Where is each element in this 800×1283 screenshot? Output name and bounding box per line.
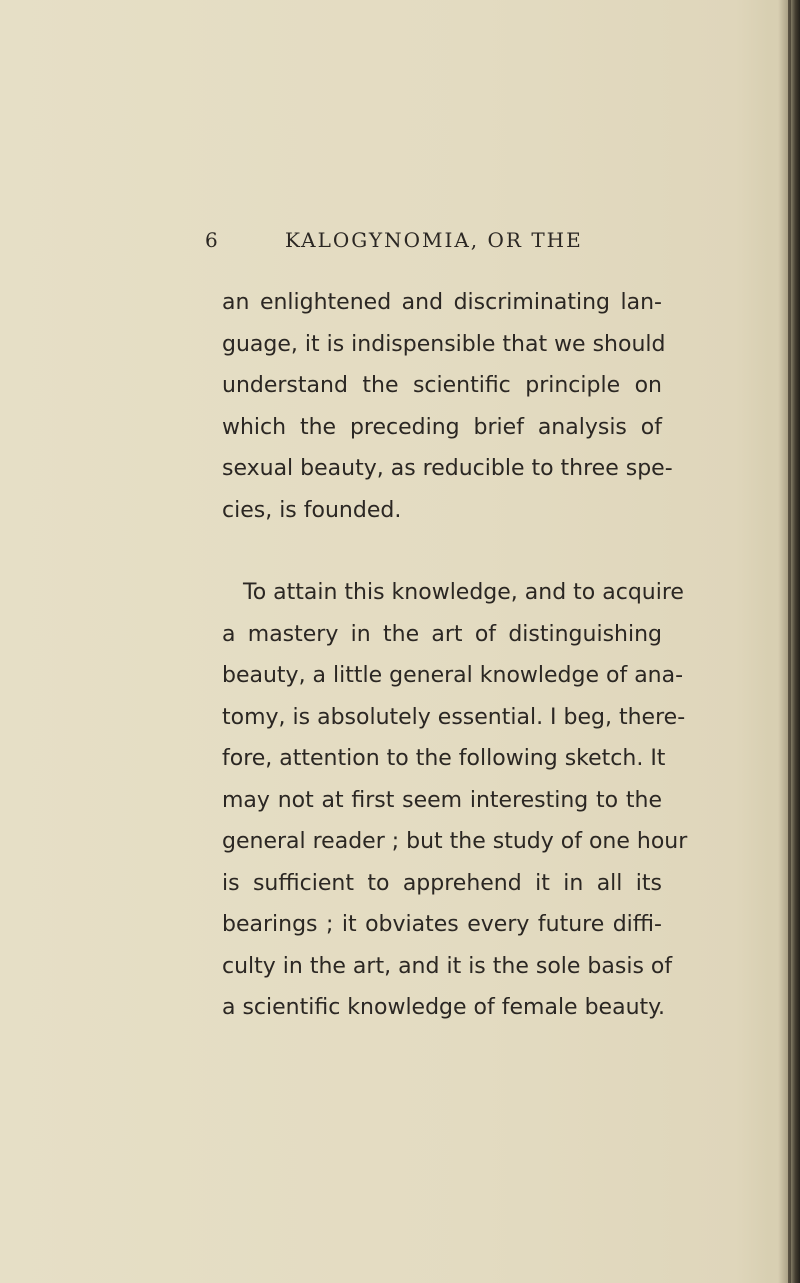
text-line: fore, attention to the following sketch. It	[222, 746, 666, 771]
paragraph-gap	[222, 531, 662, 572]
text-line: To attain this knowledge, and to acquire	[243, 580, 684, 605]
text-line: is sufficient to apprehend it in all its	[222, 870, 662, 896]
text-line: cies, is founded.	[222, 497, 402, 523]
text-line: culty in the art, and it is the sole basis of	[222, 953, 673, 979]
text-line: a scientific knowledge of female beauty.	[222, 995, 666, 1020]
text-line: tomy, is absolutely essential. I beg, there-	[222, 704, 686, 730]
paragraph-1	[222, 282, 673, 531]
text-line: bearings ; it obviates every future diffi-	[222, 912, 662, 937]
text-line: beauty, a little general knowledge of ana-	[222, 663, 684, 688]
page-number: 6	[205, 228, 220, 252]
text-line: understand the scientific principle on	[222, 373, 662, 398]
text-line: sexual beauty, as reducible to three spe-	[222, 456, 673, 481]
text-line: a mastery in the art of distinguishing	[222, 621, 662, 647]
text-line: guage, it is indispensible that we should	[222, 331, 666, 357]
text-line: general reader ; but the study of one hour	[222, 829, 688, 854]
text-line: which the preceding brief analysis of	[222, 414, 662, 440]
paragraph-2	[222, 572, 688, 1029]
text-line: may not at first seem interesting to the	[222, 787, 662, 813]
running-head-title: KALOGYNOMIA, OR THE	[285, 228, 583, 252]
page-edge-line	[788, 0, 791, 1283]
text-line: an enlightened and discriminating lan-	[222, 290, 662, 315]
running-head	[205, 228, 675, 258]
body-text	[222, 282, 688, 1029]
